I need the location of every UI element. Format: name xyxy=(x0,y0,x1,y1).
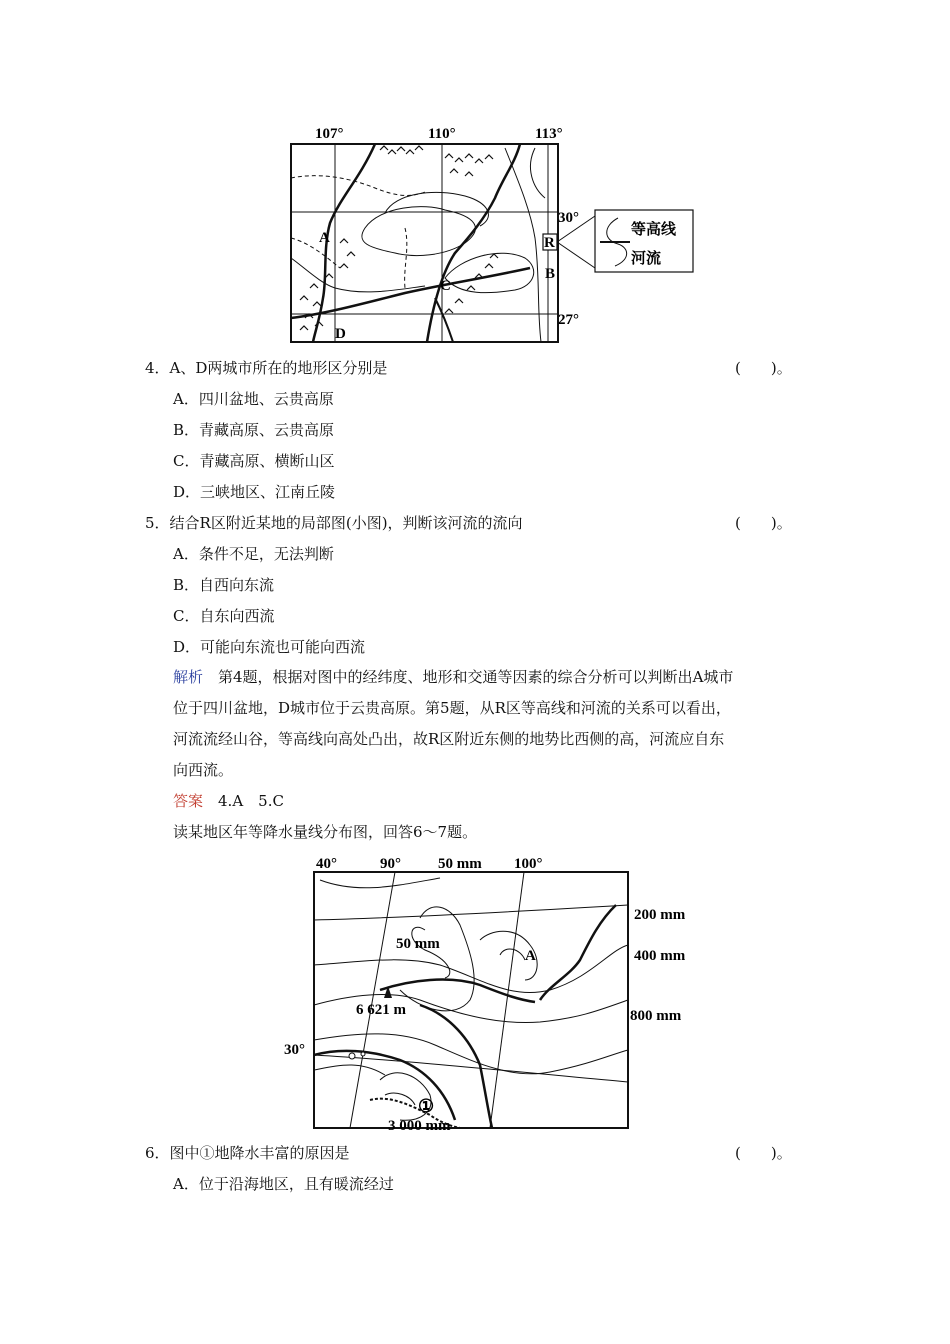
right-label-800mm: 800 mm xyxy=(630,1008,682,1024)
inner-label-3000mm: 3 000 mm xyxy=(388,1118,451,1132)
lat-label-30: 30° xyxy=(284,1042,305,1058)
lon-label-113: 113° xyxy=(535,126,563,142)
point-c: C xyxy=(440,278,451,294)
point-r: R xyxy=(544,235,555,251)
inner-label-a: A xyxy=(525,948,536,964)
q5-option-b: B．自西向东流 xyxy=(173,576,275,594)
point-a: A xyxy=(319,230,330,246)
q6-option-a: A．位于沿海地区，且有暖流经过 xyxy=(173,1175,394,1193)
peak-elevation-label: 6 621 m xyxy=(356,1002,406,1018)
q5-option-a: A．条件不足，无法判断 xyxy=(173,545,334,563)
lon-label-107: 107° xyxy=(315,126,344,142)
q5-paren: ( )。 xyxy=(735,514,792,532)
answer-line xyxy=(173,791,284,811)
q5-option-d: D．可能向东流也可能向西流 xyxy=(173,638,366,656)
analysis-line-4: 向西流。 xyxy=(173,761,234,779)
inner-label-50mm: 50 mm xyxy=(396,936,440,952)
answer-text: 4.A 5.C xyxy=(203,792,284,810)
top-label-40: 40° xyxy=(316,856,337,872)
analysis-text-1: 第4题，根据对图中的经纬度、地形和交通等因素的综合分析可以判断出A城市 xyxy=(203,668,734,686)
q4-stem: 4．A、D两城市所在的地形区分别是 xyxy=(145,359,388,377)
lat-label-30: 30° xyxy=(558,210,579,226)
analysis-line-3: 河流流经山谷，等高线向高处凸出，故R区附近东侧的地势比西侧的高，河流应自东 xyxy=(173,730,725,748)
point-d: D xyxy=(335,326,346,342)
analysis-line-2: 位于四川盆地，D城市位于云贵高原。第5题，从R区等高线和河流的关系可以看出， xyxy=(173,699,731,717)
intro-line: 读某地区年等降水量线分布图，回答6～7题。 xyxy=(173,823,478,841)
top-label-50mm: 50 mm xyxy=(438,856,482,872)
answer-label: 答案 xyxy=(173,792,204,810)
legend-river: 河流 xyxy=(631,249,662,267)
point-b: B xyxy=(545,266,556,282)
q4-option-c: C．青藏高原、横断山区 xyxy=(173,452,335,470)
marker-1: ① xyxy=(418,1096,435,1116)
q4-paren: ( )。 xyxy=(735,359,792,377)
q5-stem: 5．结合R区附近某地的局部图(小图)，判断该河流的流向 xyxy=(145,514,523,532)
precipitation-map xyxy=(280,850,700,1132)
top-label-90: 90° xyxy=(380,856,401,872)
lon-label-110: 110° xyxy=(428,126,456,142)
legend-contour: 等高线 xyxy=(631,220,677,238)
terrain-map xyxy=(285,118,695,348)
right-label-200mm: 200 mm xyxy=(634,907,686,923)
right-label-400mm: 400 mm xyxy=(634,948,686,964)
top-label-100: 100° xyxy=(514,856,543,872)
q4-option-a: A．四川盆地、云贵高原 xyxy=(173,390,334,408)
q6-paren: ( )。 xyxy=(735,1144,792,1162)
q4-option-b: B．青藏高原、云贵高原 xyxy=(173,421,335,439)
analysis-line-1 xyxy=(173,667,733,687)
q5-option-c: C．自东向西流 xyxy=(173,607,275,625)
q6-stem: 6．图中①地降水丰富的原因是 xyxy=(145,1144,350,1162)
analysis-label: 解析 xyxy=(173,668,204,686)
lat-label-27: 27° xyxy=(558,312,579,328)
q4-option-d: D．三峡地区、江南丘陵 xyxy=(173,483,336,501)
